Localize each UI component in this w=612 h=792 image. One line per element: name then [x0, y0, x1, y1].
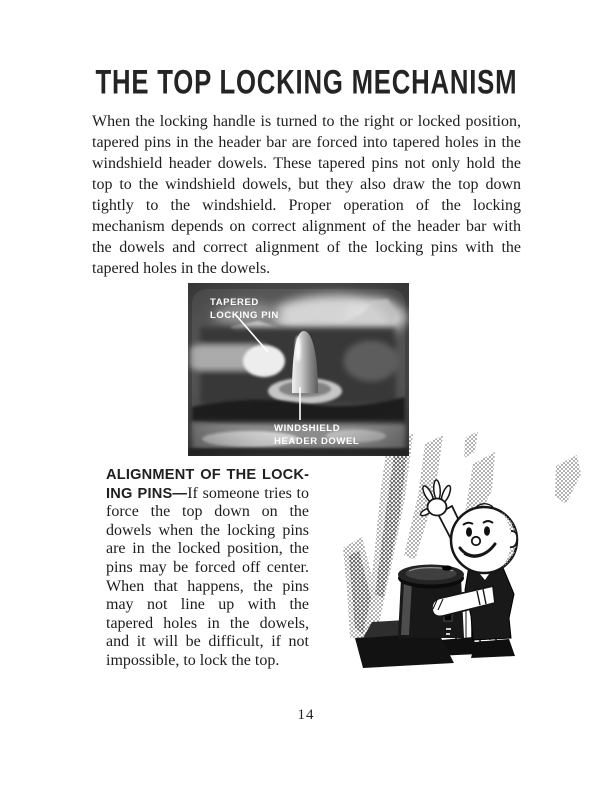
- locking-pin-photo: [188, 283, 409, 456]
- nose: [472, 537, 480, 545]
- alignment-paragraph: [106, 466, 309, 671]
- photo-label-dowel-line1: WINDSHIELD: [274, 423, 341, 434]
- left-eye: [466, 527, 472, 537]
- mascot-head: [451, 504, 517, 573]
- page-title-text: THE TOP LOCKING MECHANISM: [95, 62, 517, 101]
- photo-label-dowel-line2: HEADER DOWEL: [274, 436, 360, 447]
- locking-pin-photo-svg: [188, 283, 409, 456]
- mascot-right-foot: [471, 639, 515, 658]
- page-title: [0, 63, 612, 101]
- alignment-dash: —: [172, 485, 188, 502]
- mascot-illustration: [325, 428, 585, 693]
- right-eye: [484, 526, 490, 536]
- photo-label-tapered-line2: LOCKING PIN: [210, 310, 279, 321]
- intro-paragraph: When the locking handle is turned to the right or locked position, tapered pins in the header bar are forced into tapered holes in the windshield header dowels. These tapered pins not only hold the top to the windshield dowels, but they also draw the top down tightly to the windshield. Proper operation of the locking mechanism depends on correct alignment of the header bar with the dowels and correct alignment of the locking pins with the tapered holes in the dowels.: [92, 113, 521, 277]
- ear: [510, 531, 517, 547]
- page-number: 14: [297, 707, 315, 723]
- alignment-heading: ALIGNMENT OF THE LOCKING PINS: [106, 467, 309, 502]
- photo-label-tapered-line1: TAPERED: [210, 297, 259, 308]
- alignment-body-text: If someone tries to force the top down on the dowels when the locking pins are in the locked position, the pins may be forced off center. When that happens, the pins may not line up with the tapered holes in the dowels, and it will be difficult, if not impossible, to lock the top.: [106, 484, 309, 669]
